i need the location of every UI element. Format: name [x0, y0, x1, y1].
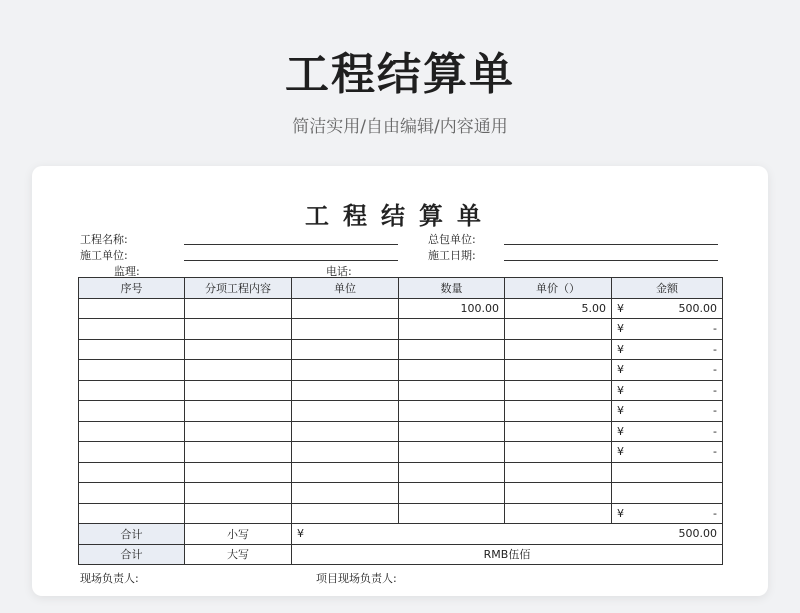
unit-cell[interactable]: [292, 421, 399, 442]
construction-date-line[interactable]: [504, 260, 718, 261]
table-header: [79, 278, 723, 299]
amount-value: -: [713, 506, 717, 520]
amount-cell[interactable]: [612, 319, 723, 340]
qty-cell[interactable]: [399, 339, 505, 360]
item-cell[interactable]: [185, 483, 292, 504]
phone-label: 电话:: [326, 265, 352, 278]
lower-currency: ¥: [297, 527, 304, 541]
qty-cell[interactable]: [399, 421, 505, 442]
amount-value: -: [713, 322, 717, 336]
table-row: [79, 442, 723, 463]
table-row: [79, 360, 723, 381]
lower-amount-cell[interactable]: [292, 524, 723, 545]
table-row: [79, 380, 723, 401]
currency-symbol: ¥: [617, 383, 624, 397]
settlement-sheet: [64, 190, 736, 596]
column-header: 单价（）: [505, 278, 612, 299]
seq-cell[interactable]: [79, 462, 185, 483]
currency-symbol: ¥: [617, 342, 624, 356]
seq-cell[interactable]: [79, 319, 185, 340]
amount-cell[interactable]: [612, 442, 723, 463]
construction-date-label: 施工日期:: [428, 249, 476, 262]
hero-subtitle: 简洁实用/自由编辑/内容通用: [292, 117, 508, 137]
total-label: 合计: [79, 524, 185, 545]
table-row: [79, 462, 723, 483]
column-header: 单位: [292, 278, 399, 299]
total-lower-row: [79, 524, 723, 545]
amount-value: -: [713, 383, 717, 397]
project-name-line[interactable]: [184, 244, 398, 245]
unit-cell[interactable]: [292, 339, 399, 360]
unit-cell[interactable]: [292, 380, 399, 401]
unit-cell[interactable]: [292, 483, 399, 504]
amount-value: -: [713, 424, 717, 438]
unit-cell[interactable]: [292, 298, 399, 319]
unit-cell[interactable]: [292, 360, 399, 381]
amount-cell[interactable]: [612, 483, 723, 504]
price-cell[interactable]: [505, 421, 612, 442]
item-cell[interactable]: [185, 503, 292, 524]
qty-cell[interactable]: [399, 503, 505, 524]
total-label: 合计: [79, 544, 185, 565]
amount-value: -: [713, 445, 717, 459]
project-name-label: 工程名称:: [80, 233, 128, 246]
price-cell[interactable]: [505, 503, 612, 524]
amount-cell[interactable]: [612, 360, 723, 381]
price-cell[interactable]: [505, 483, 612, 504]
qty-cell[interactable]: [399, 319, 505, 340]
seq-cell[interactable]: [79, 483, 185, 504]
column-header: 金额: [612, 278, 723, 299]
seq-cell[interactable]: [79, 503, 185, 524]
unit-cell[interactable]: [292, 503, 399, 524]
amount-cell[interactable]: [612, 503, 723, 524]
amount-value: -: [713, 342, 717, 356]
table-row: [79, 319, 723, 340]
price-cell[interactable]: [505, 339, 612, 360]
preview-card: [32, 166, 768, 596]
seq-cell[interactable]: [79, 421, 185, 442]
currency-symbol: ¥: [617, 301, 624, 315]
seq-cell[interactable]: [79, 380, 185, 401]
contractor-line[interactable]: [504, 244, 718, 245]
qty-cell[interactable]: [399, 401, 505, 422]
hero-title: 工程结算单: [285, 49, 515, 100]
total-upper-row: [79, 544, 723, 565]
item-cell[interactable]: [185, 462, 292, 483]
unit-cell[interactable]: [292, 319, 399, 340]
construction-unit-line[interactable]: [184, 260, 398, 261]
document-title: 工程结算单: [305, 202, 495, 230]
item-cell[interactable]: [185, 298, 292, 319]
settlement-table: [78, 277, 723, 565]
currency-symbol: ¥: [617, 322, 624, 336]
item-cell[interactable]: [185, 339, 292, 360]
construction-unit-label: 施工单位:: [80, 249, 128, 262]
currency-symbol: ¥: [617, 363, 624, 377]
project-site-manager-label: 项目现场负责人:: [316, 572, 397, 585]
amount-cell[interactable]: [612, 339, 723, 360]
price-cell[interactable]: [505, 442, 612, 463]
seq-cell[interactable]: [79, 442, 185, 463]
table-row: [79, 339, 723, 360]
amount-cell[interactable]: [612, 421, 723, 442]
price-cell[interactable]: [505, 360, 612, 381]
item-cell[interactable]: [185, 380, 292, 401]
unit-cell[interactable]: [292, 401, 399, 422]
seq-cell[interactable]: [79, 298, 185, 319]
upper-label: 大写: [185, 544, 292, 565]
currency-symbol: ¥: [617, 404, 624, 418]
item-cell[interactable]: [185, 421, 292, 442]
currency-symbol: ¥: [617, 424, 624, 438]
table-row: [79, 421, 723, 442]
amount-value: -: [713, 404, 717, 418]
item-cell[interactable]: [185, 360, 292, 381]
unit-cell[interactable]: [292, 462, 399, 483]
table-row: [79, 503, 723, 524]
qty-cell[interactable]: [399, 462, 505, 483]
amount-cell[interactable]: [612, 298, 723, 319]
qty-cell[interactable]: [399, 483, 505, 504]
unit-cell[interactable]: [292, 442, 399, 463]
column-header: 数量: [399, 278, 505, 299]
price-cell[interactable]: [505, 462, 612, 483]
site-manager-label: 现场负责人:: [80, 572, 139, 585]
supervisor-label: 监理:: [114, 265, 140, 278]
item-cell[interactable]: [185, 401, 292, 422]
qty-cell[interactable]: [399, 442, 505, 463]
currency-symbol: ¥: [617, 445, 624, 459]
amount-value: 500.00: [678, 301, 717, 315]
table-row: [79, 298, 723, 319]
item-cell[interactable]: [185, 319, 292, 340]
qty-cell[interactable]: [399, 360, 505, 381]
qty-cell[interactable]: 100.00: [399, 298, 505, 319]
lower-amount: 500.00: [678, 527, 717, 541]
column-header: 分项工程内容: [185, 278, 292, 299]
seq-cell[interactable]: [79, 339, 185, 360]
price-cell[interactable]: 5.00: [505, 298, 612, 319]
table-row: [79, 483, 723, 504]
seq-cell[interactable]: [79, 360, 185, 381]
amount-cell[interactable]: [612, 380, 723, 401]
amount-cell[interactable]: [612, 462, 723, 483]
qty-cell[interactable]: [399, 380, 505, 401]
seq-cell[interactable]: [79, 401, 185, 422]
item-cell[interactable]: [185, 442, 292, 463]
price-cell[interactable]: [505, 401, 612, 422]
amount-cell[interactable]: [612, 401, 723, 422]
contractor-label: 总包单位:: [428, 233, 476, 246]
price-cell[interactable]: [505, 319, 612, 340]
column-header: 序号: [79, 278, 185, 299]
price-cell[interactable]: [505, 380, 612, 401]
table-row: [79, 401, 723, 422]
amount-value: -: [713, 363, 717, 377]
currency-symbol: ¥: [617, 506, 624, 520]
lower-label: 小写: [185, 524, 292, 545]
upper-amount[interactable]: RMB伍佰: [292, 544, 723, 565]
